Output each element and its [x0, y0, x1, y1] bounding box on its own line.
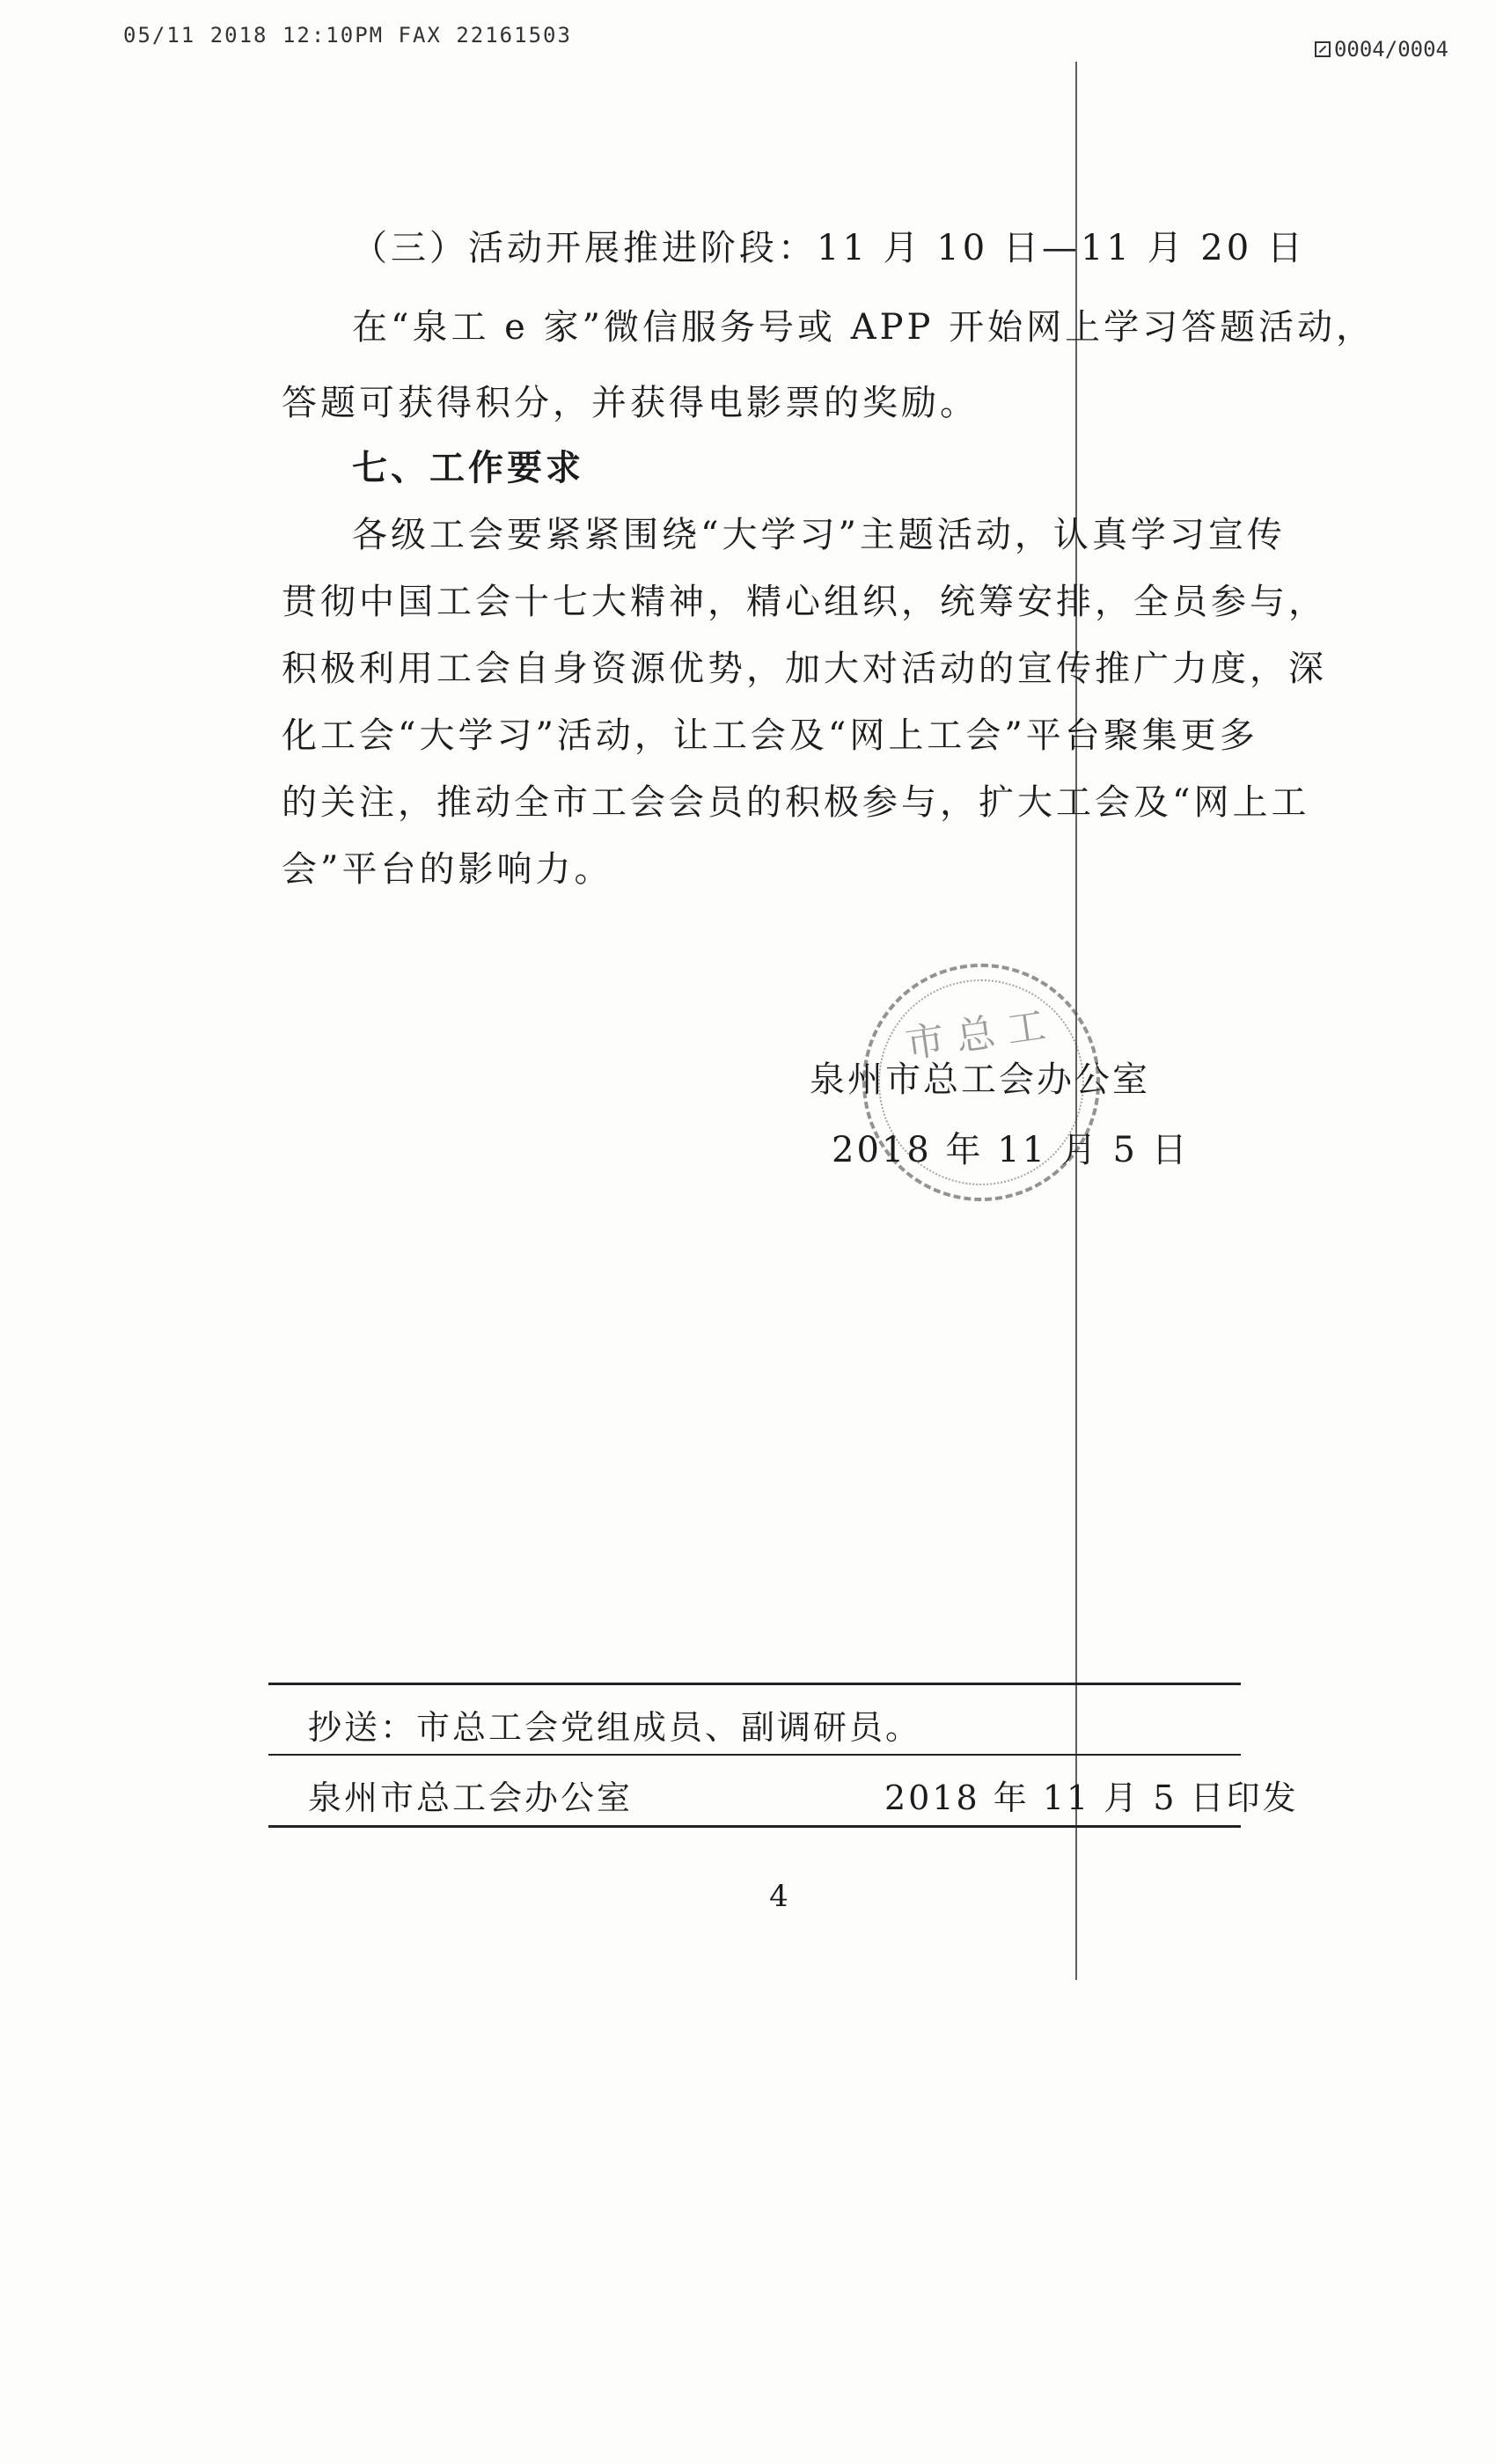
footer-middle-rule: [268, 1754, 1241, 1756]
checkbox-icon: [1315, 41, 1331, 57]
paragraph-2-line-6: 会”平台的影响力。: [282, 849, 613, 890]
fax-page-indicator: [1315, 37, 1448, 62]
issue-date: 2018 年 11 月 5 日印发: [884, 1778, 1299, 1817]
issuer-name: 泉州市总工会办公室: [308, 1778, 634, 1817]
paragraph-2-line-5: 的关注，推动全市工会会员的积极参与，扩大工会及“网上工: [282, 782, 1310, 823]
section-heading: （三）活动开展推进阶段：11 月 10 日—11 月 20 日: [352, 228, 1306, 268]
footer-bottom-rule: [268, 1825, 1241, 1828]
paragraph-2-line-1: 各级工会要紧紧围绕“大学习”主题活动，认真学习宣传: [352, 515, 1286, 555]
chapter-heading: 七、工作要求: [352, 448, 584, 488]
cc-recipients: 抄送：市总工会党组成员、副调研员。: [308, 1708, 922, 1747]
page-number: 4: [769, 1879, 788, 1914]
paragraph-1-line-2: 答题可获得积分，并获得电影票的奖励。: [282, 383, 979, 423]
fax-page-number: 0004/0004: [1333, 37, 1448, 62]
paragraph-2-line-4: 化工会“大学习”活动，让工会及“网上工会”平台聚集更多: [282, 715, 1258, 756]
signature-org: 泉州市总工会办公室: [810, 1060, 1150, 1100]
seal-text: 市总工: [902, 1001, 1061, 1067]
paragraph-2-line-3: 积极利用工会自身资源优势，加大对活动的宣传推广力度，深: [282, 649, 1327, 689]
fax-header: 05/11 2018 12:10PM FAX 22161503: [123, 23, 572, 48]
footer-top-rule: [268, 1683, 1241, 1685]
paragraph-1-line-1: 在“泉工 e 家”微信服务号或 APP 开始网上学习答题活动，: [352, 307, 1375, 348]
signature-date: 2018 年 11 月 5 日: [832, 1130, 1190, 1170]
paragraph-2-line-2: 贯彻中国工会十七大精神，精心组织，统筹安排，全员参与，: [282, 582, 1327, 622]
